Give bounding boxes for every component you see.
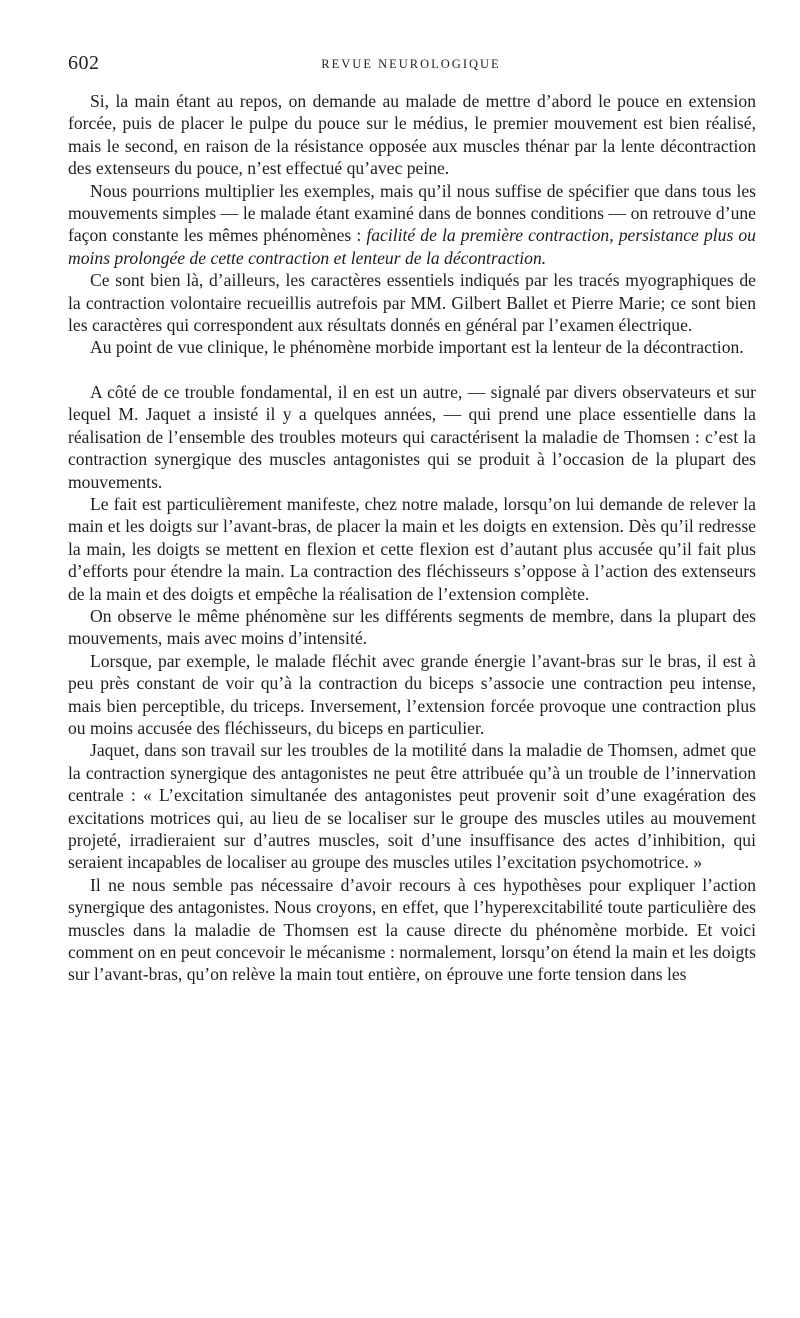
paragraph: Le fait est particulièrement manifeste, chez notre malade, lorsqu’on lui demande de relever la main et les doigts sur l’avant-bras, de placer la main et les doigts en extension. Dès qu’il redresse la main, les doigts se mettent en flexion et cette flexion est d’autant plus accusée qu’il fait plus d’efforts pour étendre la main. La contraction des fléchisseurs s’oppose à l’action des extenseurs de la main et des doigts et empêche la réalisation de l’extension complète.	[68, 493, 756, 604]
running-title: REVUE NEUROLOGIQUE	[321, 57, 501, 71]
page-number: 602	[68, 52, 100, 74]
paragraph: Ce sont bien là, d’ailleurs, les caractères essentiels indiqués par les tracés myographiques de la contraction volontaire recueillis autrefois par MM. Gilbert Ballet et Pierre Marie; ce sont bien les caractères qui correspondent aux résultats donnés en général par l’examen électrique.	[68, 270, 756, 336]
article-body	[68, 90, 756, 986]
paragraph: Si, la main étant au repos, on demande au malade de mettre d’abord le pouce en extension forcée, puis de placer le pulpe du pouce sur le médius, le premier mouvement est bien réalisé, mais le second, en raison de la résistance opposée aux muscles thénar par la lente décontraction des extenseurs du pouce, n’est effectué qu’avec peine.	[68, 91, 756, 179]
italic-phrase: facilité de la première contraction, persistance plus ou moins prolongée de cette contraction et lenteur de la décontraction.	[68, 225, 756, 268]
paragraph: A côté de ce trouble fondamental, il en est un autre, — signalé par divers observateurs et sur lequel M. Jaquet a insisté il y a quelques années, — qui prend une place essentielle dans la réalisation de l’ensemble des troubles moteurs qui caractérisent la maladie de Thomsen : c’est la contraction synergique des muscles antagonistes qui se produit à l’occasion de la plupart des mouvements.	[68, 381, 756, 492]
paragraph: Jaquet, dans son travail sur les troubles de la motilité dans la maladie de Thomsen, admet que la contraction synergique des antagonistes ne peut être attribuée qu’à un trouble de l’innervation centrale : « L’excitation simultanée des antagonistes peut provenir soit d’une exagération des excitations motrices qui, au lieu de se localiser sur le groupe des muscles utiles au mouvement projeté, irradieraient sur d’autres muscles, soit d’une insuffisance des actes d’inhibition, qui seraient incapables de localiser au groupe des muscles utiles l’excitation psychomotrice. »	[68, 740, 756, 873]
paragraph-text: Nous pourrions multiplier les exemples, mais qu’il nous suffise de spécifier que dans tous les mouvements simples — le malade étant examiné dans de bonnes conditions — on retrouve d’une façon constante les mêmes phénomènes :	[68, 180, 756, 246]
paragraph: Lorsque, par exemple, le malade fléchit avec grande énergie l’avant-bras sur le bras, il est à peu près constant de voir qu’à la contraction du biceps s’associe une contraction peu intense, mais bien perceptible, du triceps. Inversement, l’extension forcée provoque une contraction plus ou moins accusée des fléchisseurs, du biceps en particulier.	[68, 650, 756, 738]
paragraph	[68, 180, 756, 270]
page-header	[68, 52, 754, 76]
paragraph: Au point de vue clinique, le phénomène morbide important est la lenteur de la décontraction.	[90, 337, 744, 358]
paragraph: Il ne nous semble pas nécessaire d’avoir recours à ces hypothèses pour expliquer l’action synergique des antagonistes. Nous croyons, en effet, que l’hyperexcitabilité toute particulière des muscles dans la maladie de Thomsen est la cause directe du phénomène morbide. Et voici comment on en peut concevoir le mécanisme : normalement, lorsqu’on étend la main et les doigts sur l’avant-bras, qu’on relève la main tout entière, on éprouve une forte tension dans les	[68, 874, 756, 985]
paragraph: On observe le même phénomène sur les différents segments de membre, dans la plupart des mouvements, mais avec moins d’intensité.	[68, 605, 756, 649]
